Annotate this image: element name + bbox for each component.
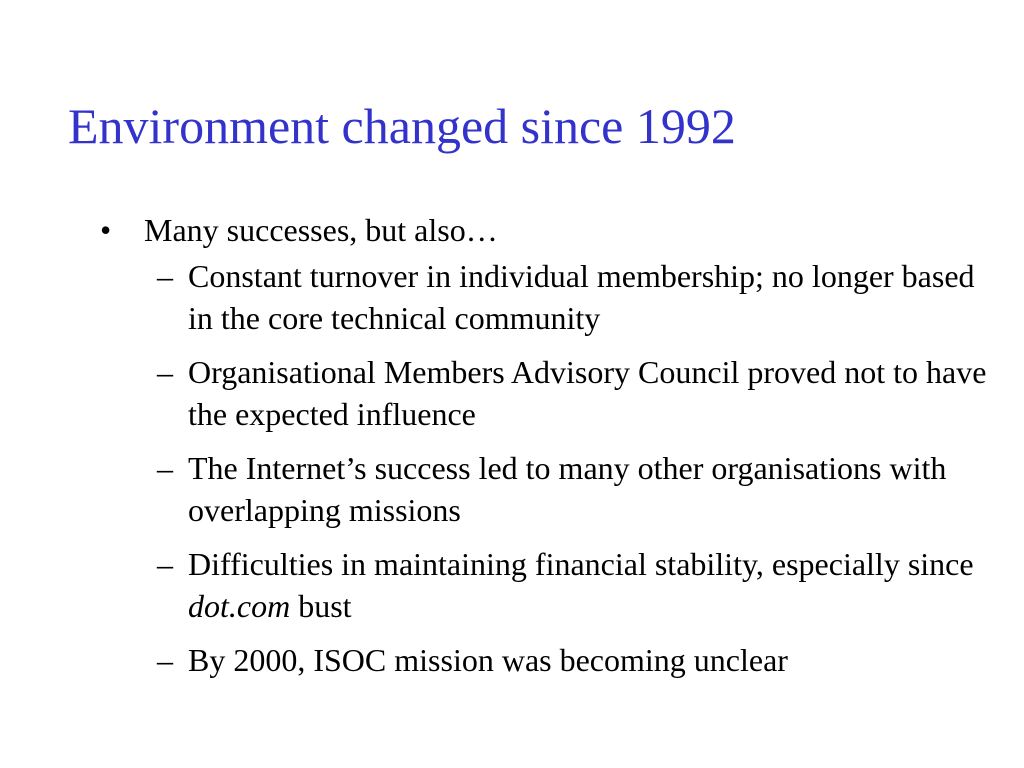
sub-item-text: By 2000, ISOC mission was becoming unclear	[188, 642, 788, 678]
sub-item-text: Constant turnover in individual membership; no longer based in the core technical community	[188, 258, 975, 336]
bullet-item	[0, 208, 1024, 681]
dash-icon: –	[157, 546, 173, 582]
sub-item-text	[188, 543, 988, 627]
bullet-dot-icon: •	[100, 212, 112, 248]
sub-item-financial-stability	[0, 543, 1024, 627]
sub-item-overlapping-missions	[0, 447, 1024, 531]
sub-item-advisory-council	[0, 351, 1024, 435]
sub-item-text: The Internet’s success led to many other organisations with overlapping missions	[188, 450, 947, 528]
dash-icon: –	[157, 354, 173, 390]
dash-icon: –	[157, 450, 173, 486]
sub-item-text-post: bust	[290, 588, 352, 624]
sub-item-text-emphasis: dot.com	[188, 588, 291, 624]
sub-item-text: Organisational Members Advisory Council proved not to have the expected influence	[188, 354, 987, 432]
sub-item-text-pre: Difficulties in maintaining financial stability, especially since	[188, 546, 974, 582]
bullet-list	[0, 208, 1024, 693]
sub-item-membership	[0, 255, 1024, 339]
sub-item-mission-unclear	[0, 639, 1024, 681]
slide-title: Environment changed since 1992	[68, 98, 736, 154]
bullet-text: Many successes, but also…	[144, 212, 498, 248]
dash-icon: –	[157, 258, 173, 294]
dash-icon: –	[157, 642, 173, 678]
sub-list	[0, 255, 1024, 681]
